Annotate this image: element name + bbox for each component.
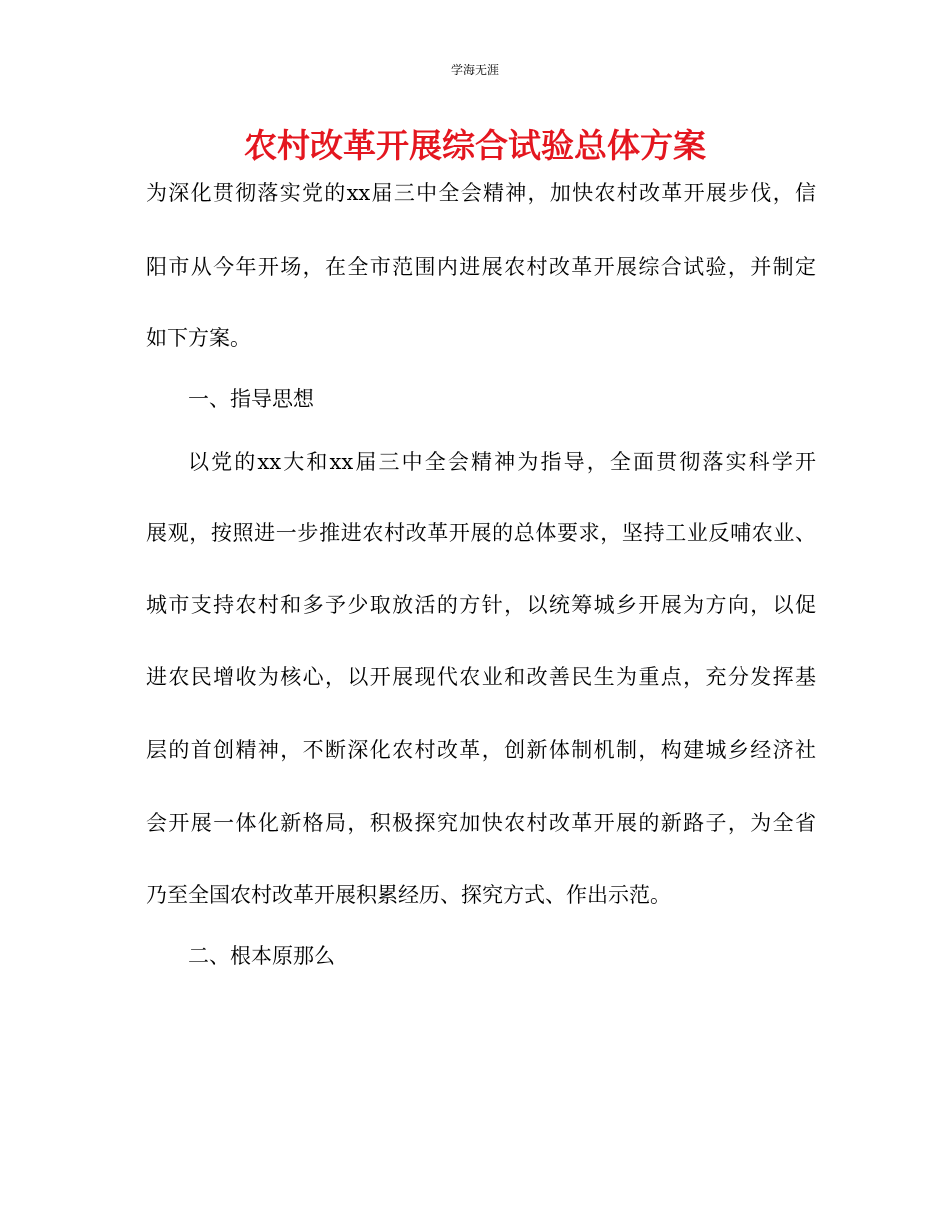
body-line: 进农民增收为核心，以开展现代农业和改善民生为重点，充分发挥基 [146, 665, 816, 689]
section-heading: 二、根本原那么 [188, 944, 335, 968]
body-line: 会开展一体化新格局，积极探究加快农村改革开展的新路子，为全省 [146, 811, 816, 835]
body-line: 以党的xx大和xx届三中全会精神为指导，全面贯彻落实科学开 [188, 450, 816, 474]
body-line: 展观，按照进一步推进农村改革开展的总体要求，坚持工业反哺农业、 [146, 521, 816, 545]
page-header: 学海无涯 [450, 63, 499, 77]
body-line: 层的首创精神，不断深化农村改革，创新体制机制，构建城乡经济社 [146, 738, 816, 762]
document-title: 农村改革开展综合试验总体方案 [244, 126, 706, 165]
body-line: 城市支持农村和多予少取放活的方针，以统筹城乡开展为方向，以促 [146, 593, 816, 617]
section-heading: 一、指导思想 [188, 387, 314, 411]
body-line: 为深化贯彻落实党的xx届三中全会精神，加快农村改革开展步伐，信 [146, 181, 816, 205]
body-line: 如下方案。 [146, 326, 251, 350]
body-line: 乃至全国农村改革开展积累经历、探究方式、作出示范。 [146, 883, 671, 907]
body-line: 阳市从今年开场，在全市范围内进展农村改革开展综合试验，并制定 [146, 255, 816, 279]
